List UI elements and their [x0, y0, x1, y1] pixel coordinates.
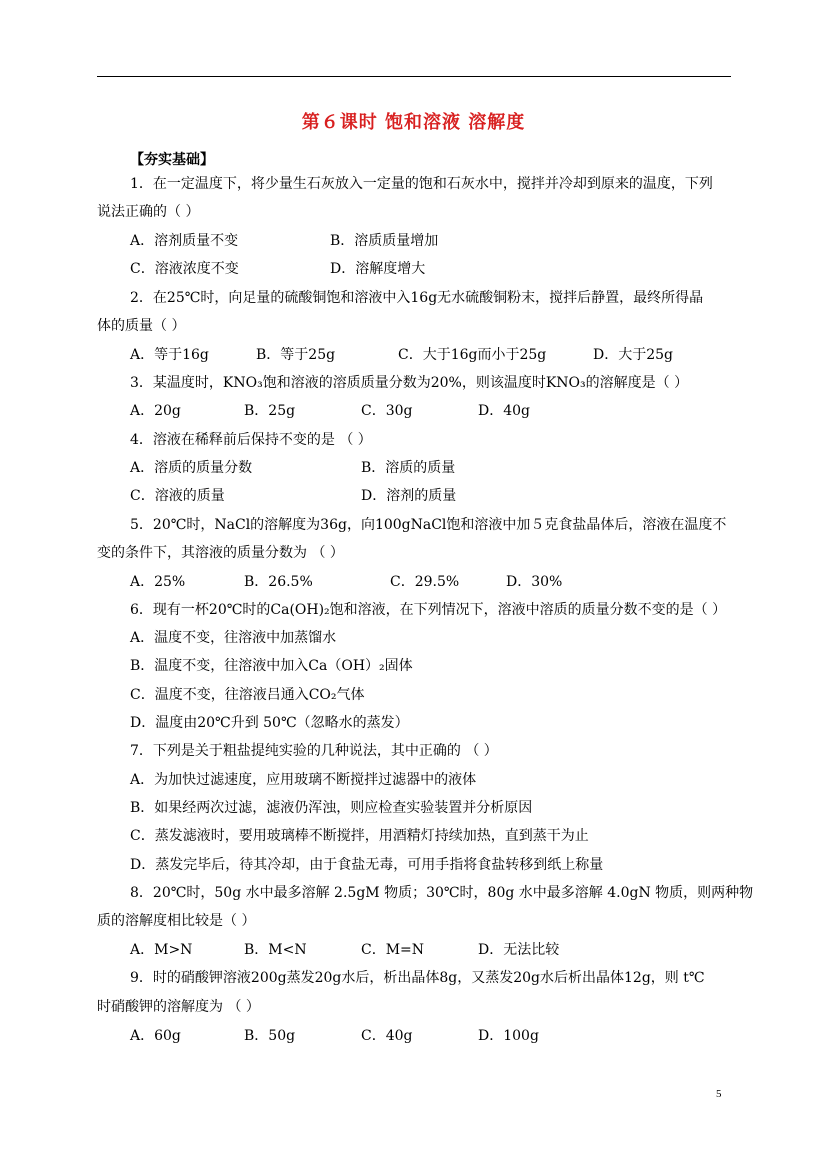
- q2-option-c: C．大于16g而小于25g: [398, 347, 547, 363]
- q6-option-d: D．温度由20℃升到 50℃（忽略水的蒸发）: [130, 715, 409, 731]
- q2-stem-line2: 体的质量（ ）: [97, 318, 186, 334]
- q5-option-a: A．25%: [130, 574, 186, 590]
- q7-option-a: A．为加快过滤速度，应用玻璃不断搅拌过滤器中的液体: [130, 772, 477, 788]
- q3-option-b: B．25g: [244, 403, 296, 419]
- q4-option-d: D．溶剂的质量: [361, 488, 457, 504]
- q7-option-d: D．蒸发完毕后，待其冷却，由于食盐无毒，可用手指将食盐转移到纸上称量: [130, 857, 604, 873]
- q6-stem: 6．现有一杯20℃时的Ca(OH)₂饱和溶液，在下列情况下，溶液中溶质的质量分数不变的是（ ）: [130, 602, 727, 618]
- q2-option-a: A．等于16g: [130, 347, 209, 363]
- q5-option-d: D．30%: [506, 574, 563, 590]
- q8-stem-line1: 8．20℃时，50g 水中最多溶解 2.5gM 物质；30℃时，80g 水中最多溶解 4.0gN 物质，则两种物: [130, 885, 754, 901]
- q7-option-b: B．如果经两次过滤，滤液仍浑浊，则应检查实验装置并分析原因: [130, 800, 533, 816]
- q2-option-b: B．等于25g: [256, 347, 336, 363]
- q3-option-c: C．30g: [361, 403, 413, 419]
- q3-stem: 3．某温度时，KNO₃饱和溶液的溶质质量分数为20%，则该温度时KNO₃的溶解度是（ ）: [130, 375, 689, 391]
- q6-option-a: A．温度不变，往溶液中加蒸馏水: [130, 630, 337, 646]
- q9-stem-line1: 9．时的硝酸钾溶液200g蒸发20g水后，析出晶体8g，又蒸发20g水后析出晶体12g，则 t℃: [130, 970, 705, 986]
- q4-option-a: A．溶质的质量分数: [130, 460, 253, 476]
- q4-option-b: B．溶质的质量: [361, 460, 456, 476]
- section-heading: 【夯实基础】: [130, 152, 214, 168]
- q8-option-d: D．无法比较: [478, 942, 560, 958]
- q3-option-a: A．20g: [130, 403, 181, 419]
- q2-stem-line1: 2．在25℃时，向足量的硫酸铜饱和溶液中入16g无水硫酸铜粉末，搅拌后静置，最终所得晶: [130, 290, 704, 306]
- q2-option-d: D．大于25g: [593, 347, 674, 363]
- q5-option-b: B．26.5%: [244, 574, 313, 590]
- q8-option-c: C．M=N: [361, 942, 425, 958]
- q7-stem: 7．下列是关于粗盐提纯实验的几种说法，其中正确的 （ ）: [130, 743, 498, 759]
- q8-option-b: B．M<N: [244, 942, 307, 958]
- q8-stem-line2: 质的溶解度相比较是（ ）: [97, 913, 256, 929]
- header-rule: [97, 76, 731, 77]
- q9-option-b: B．50g: [244, 1028, 296, 1044]
- q6-option-b: B．温度不变，往溶液中加入Ca（OH）₂固体: [130, 658, 413, 674]
- q4-stem: 4．溶液在稀释前后保持不变的是 （ ）: [130, 432, 372, 448]
- q1-option-c: C．溶液浓度不变: [130, 261, 239, 277]
- q8-option-a: A．M>N: [130, 942, 193, 958]
- q7-option-c: C．蒸发滤液时，要用玻璃棒不断搅拌，用酒精灯持续加热，直到蒸干为止: [130, 828, 589, 844]
- q9-stem-line2: 时硝酸钾的溶解度为 （ ）: [97, 999, 260, 1015]
- q1-stem-line2: 说法正确的（ ）: [97, 204, 200, 220]
- q5-stem-line1: 5．20℃时，NaCl的溶解度为36g，向100gNaCl饱和溶液中加５克食盐晶体后，溶液在温度不: [130, 517, 727, 533]
- q9-option-a: A．60g: [130, 1028, 181, 1044]
- q5-stem-line2: 变的条件下，其溶液的质量分数为 （ ）: [97, 545, 344, 561]
- q1-option-b: B．溶质质量增加: [330, 233, 439, 249]
- q4-option-c: C．溶液的质量: [130, 488, 225, 504]
- q1-option-d: D．溶解度增大: [330, 261, 426, 277]
- q9-option-d: D．100g: [478, 1028, 539, 1044]
- q5-option-c: C．29.5%: [390, 574, 460, 590]
- q9-option-c: C．40g: [361, 1028, 413, 1044]
- q1-option-a: A．溶剂质量不变: [130, 233, 239, 249]
- q6-option-c: C．温度不变，往溶液吕通入CO₂气体: [130, 687, 365, 703]
- q1-stem-line1: 1．在一定温度下，将少量生石灰放入一定量的饱和石灰水中，搅拌并冷却到原来的温度，下列: [130, 176, 713, 192]
- page-number: 5: [716, 1088, 722, 1100]
- q3-option-d: D．40g: [478, 403, 531, 419]
- page-title: 第６课时 饱和溶液 溶解度: [301, 112, 526, 133]
